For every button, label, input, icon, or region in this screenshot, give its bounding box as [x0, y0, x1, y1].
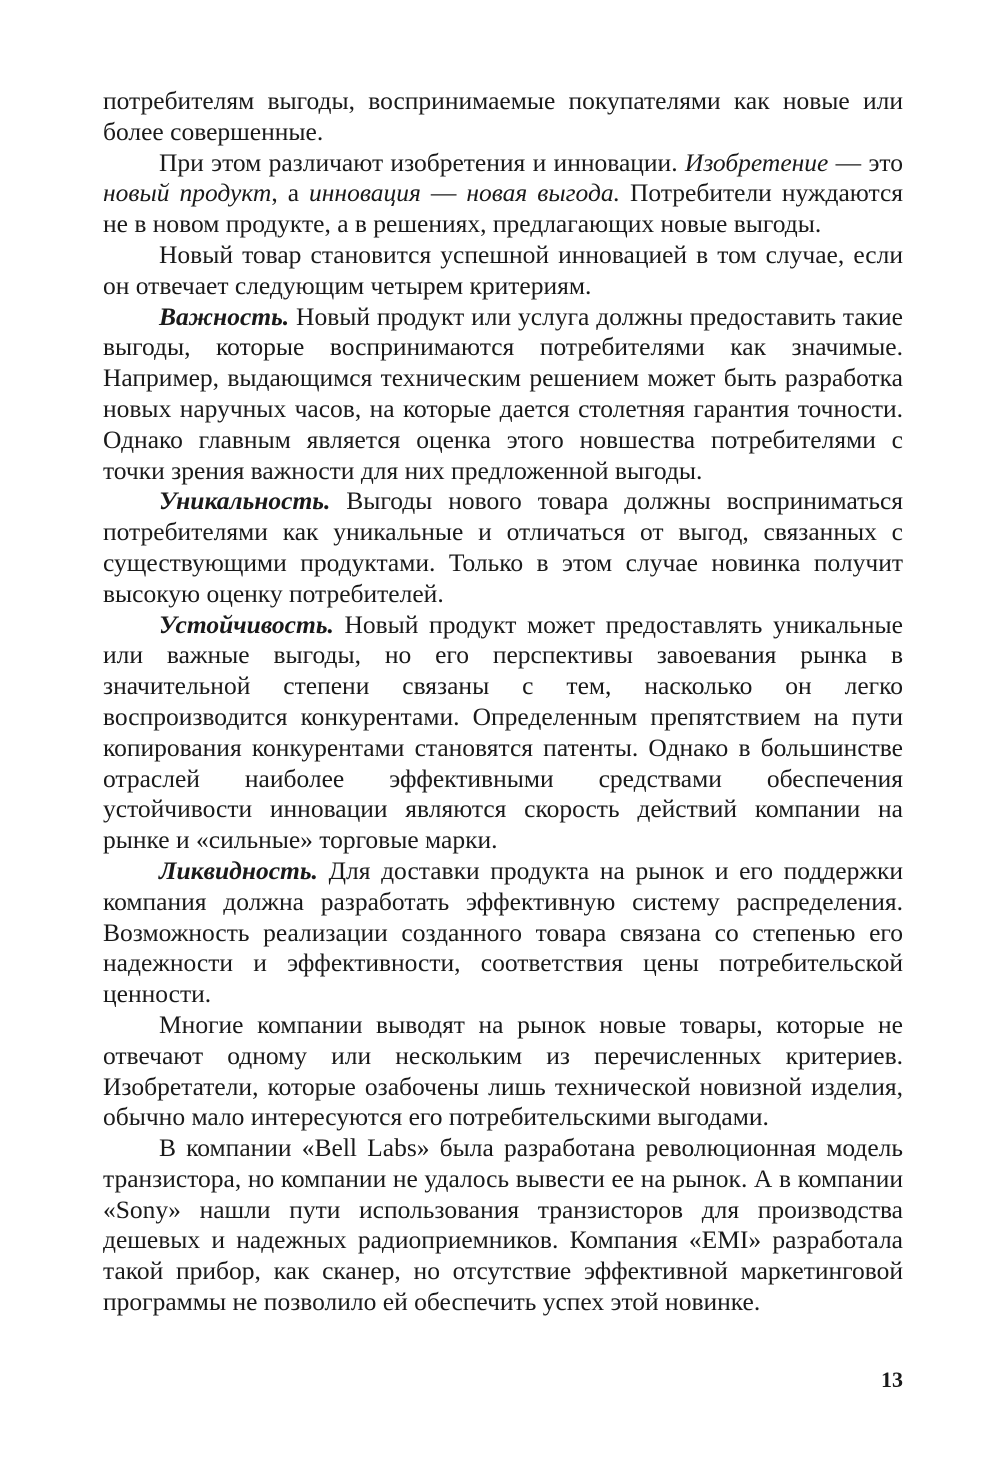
text-run: — это	[828, 147, 903, 177]
paragraph-liquidity	[103, 856, 903, 1010]
paragraph-sustainability	[103, 610, 903, 856]
page-body	[103, 86, 903, 1318]
italic-innovation: инновация	[309, 178, 421, 208]
text-run: —	[420, 178, 467, 208]
paragraph-continuation: потребителям выгоды, воспринимаемые покупателями как новые или более совершенные.	[103, 86, 903, 146]
page-number: 13	[881, 1367, 903, 1392]
term-importance: Важность.	[159, 301, 290, 331]
paragraph-importance	[103, 302, 903, 487]
term-uniqueness: Уникальность.	[159, 486, 331, 516]
italic-new-product: новый продукт	[103, 178, 272, 208]
text-run: При этом различают изобретения и инновации.	[159, 147, 685, 177]
paragraph-many-companies: Многие компании выводят на рынок новые товары, которые не отвечают одному или нескольким из перечисленных критериев. Изобретатели, которые озабочены лишь технической новизной изделия, обычно мало интересуются его потребительскими выгодами.	[103, 1009, 903, 1132]
paragraph-invention-vs-innovation	[103, 148, 903, 240]
paragraph-uniqueness	[103, 486, 903, 609]
italic-invention: Изобретение	[684, 147, 829, 177]
paragraph-criteria-intro: Новый товар становится успешной инновацией в том случае, если он отвечает следующим четырем критериям.	[103, 239, 903, 300]
term-sustainability: Устойчивость.	[159, 609, 334, 639]
text-run: Для доставки продукта на рынок и его поддержки компания должна разработать эффективную систему распределения. Возможность реализации созданного товара связана со степенью его надежности и эффективности, соответствия цены потребительской ценности.	[103, 855, 903, 1009]
text-run: Новый продукт может предоставлять уникальные или важные выгоды, но его перспективы завоевания рынка в значительной степени связаны с тем, насколько он легко воспроизводится конкурентами. Определенным препятствием на пути копирования конкурентами становятся патенты. Однако в большинстве отраслей наиболее эффективными средствами обеспечения устойчивости инновации являются скорость действий компании на рынке и «сильные» торговые марки.	[103, 609, 903, 855]
term-liquidity: Ликвидность.	[159, 855, 318, 885]
text-run: Выгоды нового товара должны восприниматься потребителями как уникальные и отличаться от выгод, связанных с существующими продуктами. Только в этом случае новинка получит высокую оценку потребителей.	[103, 486, 903, 608]
paragraph-examples: В компании «Bell Labs» была разработана революционная модель транзистора, но компании не удалось вывести ее на рынок. А в компании «Sony» нашли пути использования транзисторов для производства дешевых и надежных радиоприемников. Компания «EMI» разработала такой прибор, как сканер, но отсутствие эффективной маркетинговой программы не позволило ей обеспечить успех этой новинке.	[103, 1133, 903, 1317]
text-run: Новый продукт или услуга должны предоставить такие выгоды, которые воспринимаются потребителями как значимые. Например, выдающимся техническим решением может быть разработка новых наручных часов, на которые дается столетняя гарантия точности. Однако главным является оценка этого новшества потребителями с точки зрения важности для них предложенной выгоды.	[103, 301, 903, 485]
italic-new-benefit: новая выгода.	[466, 178, 620, 208]
text-run: Потребители нуждаются не в новом продукте, а в решениях, предлагающих новые выгоды.	[103, 178, 904, 239]
text-run: , а	[271, 178, 310, 208]
